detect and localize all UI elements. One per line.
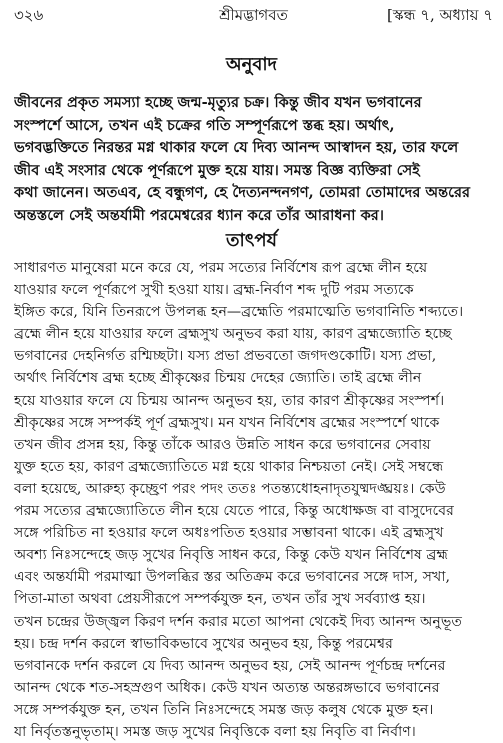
translation-line: জীবনের প্রকৃত সমস্যা হচ্ছে জন্ম-মৃত্যুর চক্র। কিন্তু জীব যখন ভগবানের xyxy=(14,94,422,111)
translation-line: জীব এই সংসার থেকে পূর্ণরূপে মুক্ত হয়ে যায়। সমস্ত বিজ্ঞ ব্যক্তিরা সেই xyxy=(14,161,420,179)
purport-line: অবশ্য নিঃসন্দেহে জড় সুখের নিবৃত্তি সাধন করে, কিন্তু কেউ যখন নির্বিশেষ ব্রহ্ম xyxy=(14,547,448,564)
translation-line: ভগবদ্ভক্তিতে নিরন্তর মগ্ন থাকার ফলে যে দিব্য আনন্দ আস্বাদন হয়, তার ফলে xyxy=(14,139,459,157)
translation-heading: অনুবাদ xyxy=(225,54,278,75)
book-title: শ্রীমদ্ভাগবত xyxy=(219,6,288,24)
purport-paragraph xyxy=(14,257,490,743)
purport-line: শ্রীকৃষ্ণের সঙ্গে সম্পর্কই পূর্ণ ব্রহ্মসুখ। মন যখন নির্বিশেষ ব্রহ্মের সংস্পর্শে থাকে xyxy=(14,414,440,431)
purport-line: ব্রহ্মে লীন হয়ে যাওয়ার ফলে ব্রহ্মসুখ অনুভব করা যায়, কারণ ব্রহ্মজ্যোতি হচ্ছে xyxy=(14,326,452,343)
purport-line: তখন চন্দ্রের উজ্জ্বল কিরণ দর্শন করার মতো আপনা থেকেই দিব্য আনন্দ অনুভূত xyxy=(14,613,463,630)
purport-line: আনন্দ থেকে শত-সহস্রগুণ অধিক। কেউ যখন অত্যন্ত অন্তরঙ্গভাবে ভগবানের xyxy=(14,679,440,696)
page-number: ৩২৬ xyxy=(14,6,44,24)
purport-line: যাওয়ার ফলে পূর্ণরূপে সুখী হওয়া যায়। ব্রহ্ম-নির্বাণ শব্দ দুটি পরম সত্যকে xyxy=(14,282,414,299)
purport-line: তখন জীব প্রসন্ন হয়, কিন্তু তাঁকে আরও উন্নতি সাধন করে ভগবানের সেবায় xyxy=(14,436,431,453)
purport-line: পরম সত্যের ব্রহ্মজ্যোতিতে লীন হয়ে যেতে পারে, কিন্তু অধোক্ষজ বা বাসুদেবের xyxy=(14,503,454,520)
page-header xyxy=(14,2,493,28)
purport-line: এবং অন্তর্যামী পরমাত্মা উপলব্ধির স্তর অতিক্রম করে ভগবানের সঙ্গে দাস, সখা, xyxy=(14,569,450,586)
purport-line: সাধারণত মানুষেরা মনে করে যে, পরম সত্যের নির্বিশেষ রূপ ব্রহ্মে লীন হয়ে xyxy=(14,260,428,276)
purport-line: ইঙ্গিত করে, যিনি তিনরূপে উপলব্ধ হন—ব্রহ্মেতি পরমাত্মেতি ভগবানিতি শব্দ্যতে। xyxy=(14,304,464,321)
purport-line: অর্থাৎ নির্বিশেষ ব্রহ্ম হচ্ছে শ্রীকৃষ্ণের চিন্ময় দেহের জ্যোতি। তাই ব্রহ্মে লীন xyxy=(14,370,422,387)
chapter-reference: [স্কন্ধ ৭, অধ্যায় ৭ xyxy=(386,6,493,24)
purport-line: ভগবানের দেহনির্গত রশ্মিচ্ছটা। যস্য প্রভা প্রভবতো জগদণ্ডকোটি। যস্য প্রভা, xyxy=(14,348,437,365)
purport-line: বলা হয়েছে, আরুহ্য কৃচ্ছ্রেণ পরং পদং ততঃ পতন্ত্যধোহনাদৃতযুষ্মদঙ্ঘ্রয়ঃ। কেউ xyxy=(14,480,446,497)
purport-line: সঙ্গে পরিচিত না হওয়ার ফলে অধঃপতিত হওয়ার সম্ভাবনা থাকে। এই ব্রহ্মসুখ xyxy=(14,525,444,542)
translation-line: কথা জানেন। অতএব, হে বন্ধুগণ, হে দৈত্যনন্দনগণ, তোমরা তোমাদের অন্তরের xyxy=(14,184,471,202)
purport-line: হয়। চন্দ্র দর্শন করলে স্বাভাবিকভাবে সুখের অনুভব হয়, কিন্তু পরমেশ্বর xyxy=(14,635,393,652)
translation-line: সংস্পর্শে আসে, তখন এই চক্রের গতি সম্পূর্ণরূপে স্তব্ধ হয়। অর্থাৎ, xyxy=(14,116,395,134)
translation-paragraph xyxy=(14,92,490,228)
purport-line: যা নির্বৃতস্তনুভৃতাম্। সমস্ত জড় সুখের নিবৃত্তিকে বলা হয় নিবৃতি বা নির্বাণ। xyxy=(14,723,416,740)
purport-line: সঙ্গে সম্পর্কযুক্ত হন, তখন তিনি নিঃসন্দেহে সমস্ত জড় কলুষ থেকে মুক্ত হন। xyxy=(14,701,434,718)
purport-heading: তাৎপর্য xyxy=(226,230,277,251)
purport-line: পিতা-মাতা অথবা প্রেয়সীরূপে সম্পর্কযুক্ত হন, তখন তাঁর সুখ সর্বব্যাপ্ত হয়। xyxy=(14,591,426,608)
translation-line: অন্তস্তলে সেই অন্তর্যামী পরমেশ্বরের ধ্যান করে তাঁর আরাধনা কর। xyxy=(14,206,385,224)
purport-line: যুক্ত হতে হয়, কারণ ব্রহ্মজ্যোতিতে মগ্ন হয়ে থাকার নিশ্চয়তা নেই। সেই সম্বন্ধে xyxy=(14,458,444,475)
purport-line: ভগবানকে দর্শন করলে যে দিব্য আনন্দ অনুভব হয়, সেই আনন্দ পূর্ণচন্দ্র দর্শনের xyxy=(14,657,446,674)
purport-line: হয়ে যাওয়ার ফলে যে চিন্ময় আনন্দ অনুভব হয়, তার কারণ শ্রীকৃষ্ণের সংস্পর্শ। xyxy=(14,392,445,409)
